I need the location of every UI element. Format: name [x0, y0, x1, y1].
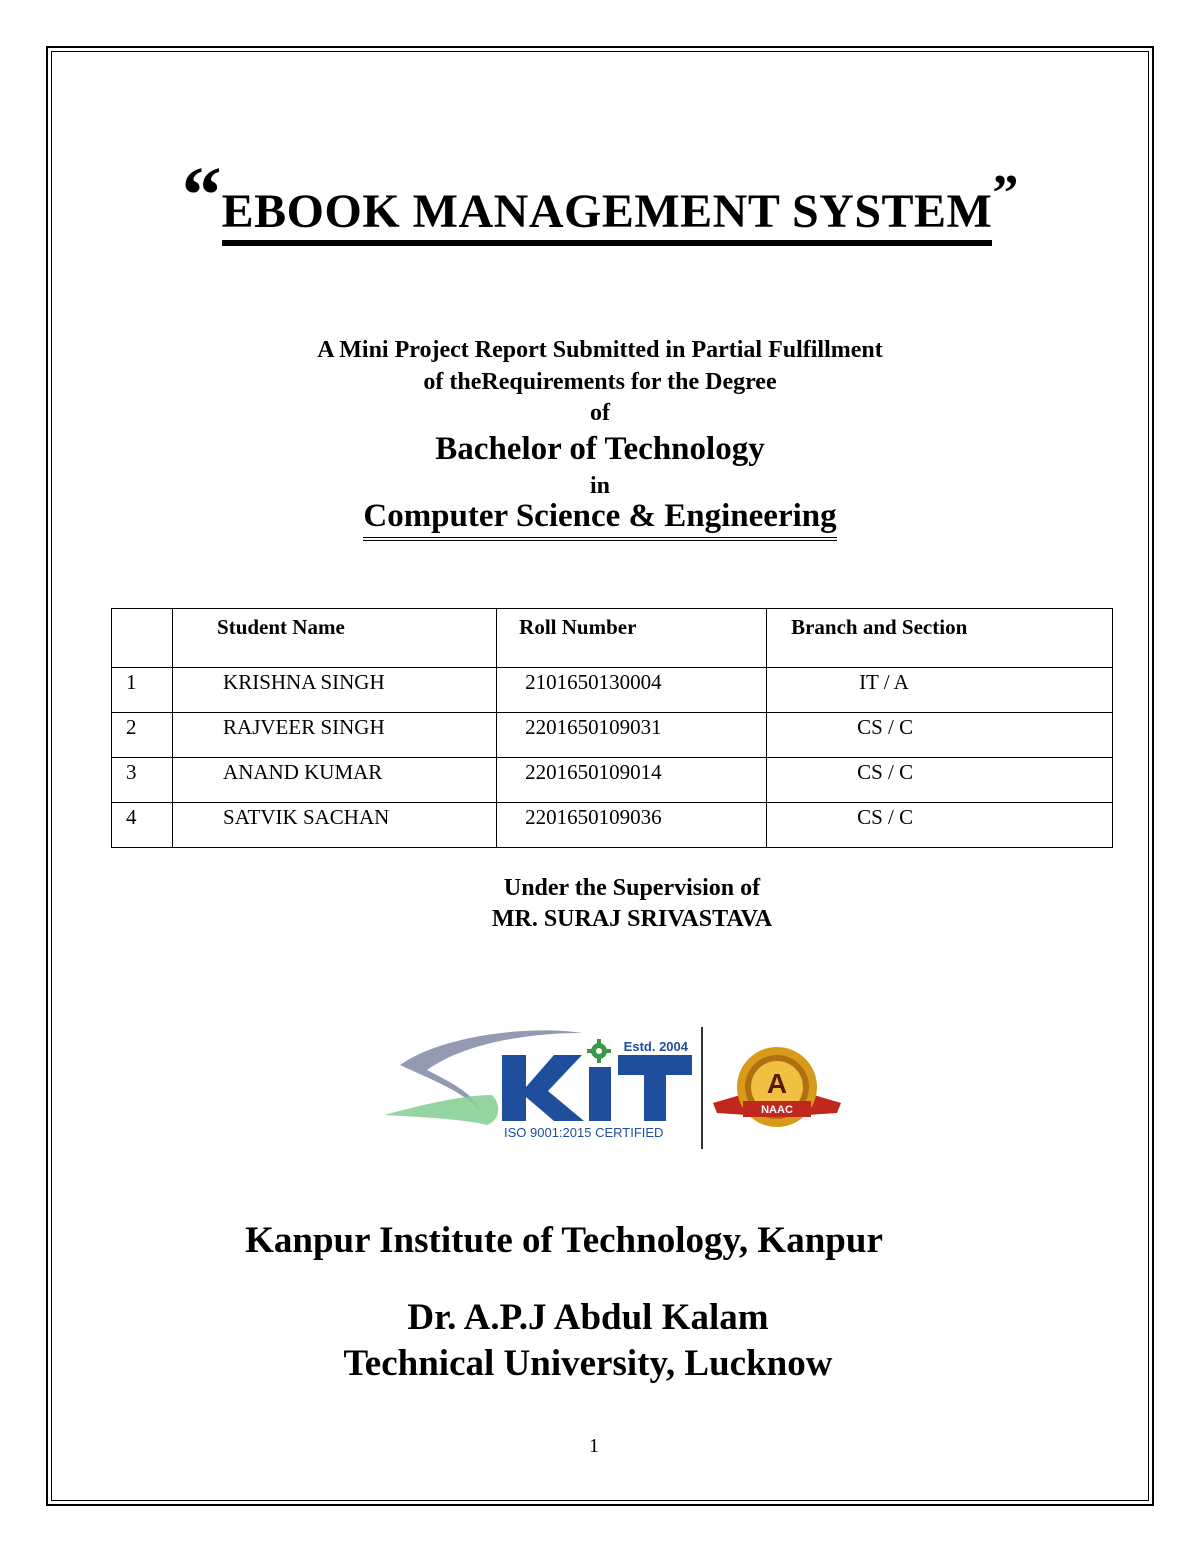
university-line-1: Dr. A.P.J Abdul Kalam [407, 1297, 769, 1338]
cell-branch-section: CS / C [767, 758, 1113, 803]
header-roll-number: Roll Number [497, 609, 767, 668]
estd-text: Estd. 2004 [623, 1039, 688, 1054]
page-number: 1 [589, 1435, 599, 1457]
cell-student-name: ANAND KUMAR [173, 758, 497, 803]
cell-sno: 2 [112, 713, 173, 758]
institute-name: Kanpur Institute of Technology, Kanpur [245, 1220, 883, 1261]
degree-name: Bachelor of Technology [435, 431, 765, 467]
gear-icon [587, 1039, 611, 1063]
student-table [111, 608, 1113, 848]
cell-branch-section: IT / A [767, 668, 1113, 713]
header-branch-section: Branch and Section [767, 609, 1113, 668]
cell-roll-number: 2201650109014 [497, 758, 767, 803]
cell-sno: 1 [112, 668, 173, 713]
badge-letter: A [766, 1068, 788, 1099]
cell-roll-number: 2101650130004 [497, 668, 767, 713]
subtitle-line-2: of theRequirements for the Degree [423, 369, 777, 395]
university-line-2: Technical University, Lucknow [343, 1343, 833, 1384]
badge-ribbon-text: NAAC [761, 1104, 793, 1116]
cell-branch-section: CS / C [767, 713, 1113, 758]
title-open-quote: “ [181, 152, 222, 240]
subtitle-line-3: of [590, 400, 610, 426]
cell-sno: 3 [112, 758, 173, 803]
letter-t [618, 1055, 692, 1121]
subtitle-line-1: A Mini Project Report Submitted in Partial Fulfillment [317, 337, 883, 363]
branch-name: Computer Science & Engineering [363, 500, 836, 541]
title-close-quote: ” [992, 165, 1019, 222]
letter-k [502, 1055, 584, 1121]
cell-sno: 4 [112, 803, 173, 848]
iso-text: ISO 9001:2015 CERTIFIED [504, 1125, 664, 1140]
table-row [112, 713, 1113, 758]
cell-roll-number: 2201650109036 [497, 803, 767, 848]
table-row [112, 758, 1113, 803]
letter-i [589, 1067, 611, 1121]
header-sno [112, 609, 173, 668]
in-text: in [589, 473, 610, 499]
cell-roll-number: 2201650109031 [497, 713, 767, 758]
kit-logo [382, 1025, 852, 1155]
project-title [0, 150, 1200, 246]
cell-student-name: RAJVEER SINGH [173, 713, 497, 758]
header-student-name: Student Name [173, 609, 497, 668]
kit-logo-graphic [382, 1025, 852, 1155]
branch-wrap [0, 500, 1200, 541]
cell-branch-section: CS / C [767, 803, 1113, 848]
table-header-row [112, 609, 1113, 668]
supervision-label: Under the Supervision of [503, 875, 761, 901]
table-row [112, 803, 1113, 848]
cell-student-name: SATVIK SACHAN [173, 803, 497, 848]
swoosh-green [384, 1095, 498, 1125]
title-text: EBOOK MANAGEMENT SYSTEM [222, 150, 993, 246]
naac-badge [713, 1047, 841, 1127]
table-row [112, 668, 1113, 713]
cell-student-name: KRISHNA SINGH [173, 668, 497, 713]
supervisor-name: MR. SURAJ SRIVASTAVA [491, 906, 773, 932]
